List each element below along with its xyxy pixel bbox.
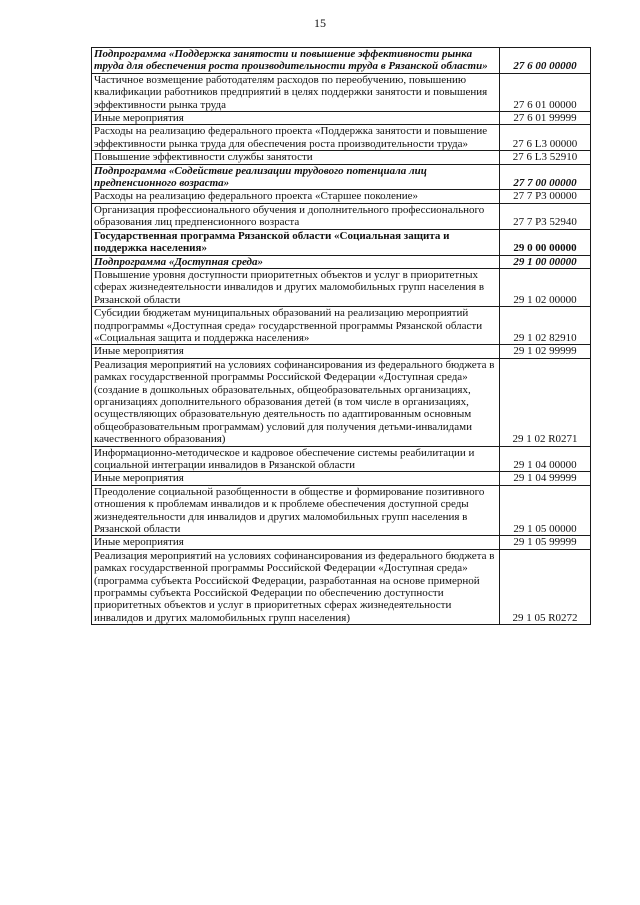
table-row <box>92 164 591 190</box>
row-name-cell: Подпрограмма «Доступная среда» <box>92 255 500 268</box>
row-code-cell: 29 1 04 99999 <box>500 472 591 485</box>
row-code-cell: 27 6 00 00000 <box>500 48 591 74</box>
table-row <box>92 446 591 472</box>
page-number: 15 <box>314 16 326 30</box>
budget-classification-table <box>91 47 591 625</box>
table-row <box>92 485 591 536</box>
table-row <box>92 358 591 446</box>
row-name-cell: Информационно-методическое и кадровое обеспечение системы реабилитации и социальной интеграции инвалидов в Рязанской области <box>92 446 500 472</box>
row-name-cell: Подпрограмма «Содействие реализации трудового потенциала лиц предпенсионного возраста» <box>92 164 500 190</box>
row-code-cell: 27 6 01 99999 <box>500 112 591 125</box>
row-code-cell: 29 1 02 R0271 <box>500 358 591 446</box>
row-name-cell: Субсидии бюджетам муниципальных образований на реализацию мероприятий подпрограммы «Доступная среда» государственной программы Рязанской области «Социальная защита и поддержка населения» <box>92 307 500 345</box>
row-name-cell: Иные мероприятия <box>92 112 500 125</box>
row-name-cell: Частичное возмещение работодателям расходов по переобучению, повышению квалификации работников предприятий в целях поддержки занятости и повышения эффективности рынка труда <box>92 73 500 111</box>
row-code-cell: 29 1 02 82910 <box>500 307 591 345</box>
row-code-cell: 29 1 02 00000 <box>500 268 591 306</box>
row-code-cell: 29 0 00 00000 <box>500 229 591 255</box>
row-code-cell: 27 7 00 00000 <box>500 164 591 190</box>
table-row <box>92 229 591 255</box>
row-name-cell: Иные мероприятия <box>92 472 500 485</box>
table-body <box>92 48 591 625</box>
table-row <box>92 48 591 74</box>
row-code-cell: 29 1 04 00000 <box>500 446 591 472</box>
table-row <box>92 472 591 485</box>
row-name-cell: Подпрограмма «Поддержка занятости и повышение эффективности рынка труда для обеспечения роста производительности труда в Рязанской области» <box>92 48 500 74</box>
table-row <box>92 73 591 111</box>
row-name-cell: Организация профессионального обучения и дополнительного профессионального образования лиц предпенсионного возраста <box>92 203 500 229</box>
table-row <box>92 345 591 358</box>
row-name-cell: Иные мероприятия <box>92 345 500 358</box>
row-code-cell: 29 1 00 00000 <box>500 255 591 268</box>
table-row <box>92 190 591 203</box>
table-row <box>92 268 591 306</box>
row-code-cell: 27 7 P3 00000 <box>500 190 591 203</box>
row-code-cell: 27 7 P3 52940 <box>500 203 591 229</box>
row-code-cell: 29 1 05 R0272 <box>500 549 591 624</box>
row-name-cell: Расходы на реализацию федерального проекта «Поддержка занятости и повышение эффективности рынка труда для обеспечения роста производительности труда» <box>92 125 500 151</box>
table-row <box>92 549 591 624</box>
row-code-cell: 27 6 L3 00000 <box>500 125 591 151</box>
row-code-cell: 27 6 01 00000 <box>500 73 591 111</box>
row-name-cell: Иные мероприятия <box>92 536 500 549</box>
table-row <box>92 536 591 549</box>
table-row <box>92 203 591 229</box>
table-row <box>92 112 591 125</box>
row-code-cell: 29 1 05 99999 <box>500 536 591 549</box>
row-name-cell: Реализация мероприятий на условиях софинансирования из федерального бюджета в рамках государственной программы Российской Федерации «Доступная среда» (программа субъекта Российской Федерации, разработанная на основе примерной программы субъекта Российской Федерации по обеспечению доступности приоритетных объектов и услуг в приоритетных сферах жизнедеятельности инвалидов и других маломобильных групп населения) <box>92 549 500 624</box>
table-row <box>92 151 591 164</box>
row-name-cell: Повышение эффективности службы занятости <box>92 151 500 164</box>
row-name-cell: Государственная программа Рязанской области «Социальная защита и поддержка населения» <box>92 229 500 255</box>
row-code-cell: 27 6 L3 52910 <box>500 151 591 164</box>
row-name-cell: Реализация мероприятий на условиях софинансирования из федерального бюджета в рамках государственной программы Российской Федерации «Доступная среда» (создание в дошкольных образовательных, общеобразовательных организациях, организациях дополнительного образования детей (в том числе в организациях, осуществляющих образовательную деятельность по адаптированным основным общеобразовательным программам) условий для получения детьми-инвалидами качественного образования) <box>92 358 500 446</box>
row-name-cell: Преодоление социальной разобщенности в обществе и формирование позитивного отношения к проблемам инвалидов и к проблеме обеспечения доступной среды жизнедеятельности для инвалидов и других маломобильных групп населения в Рязанской области <box>92 485 500 536</box>
table-row <box>92 307 591 345</box>
row-name-cell: Повышение уровня доступности приоритетных объектов и услуг в приоритетных сферах жизнедеятельности инвалидов и других маломобильных групп населения в Рязанской области <box>92 268 500 306</box>
table-row <box>92 125 591 151</box>
row-code-cell: 29 1 05 00000 <box>500 485 591 536</box>
table-row <box>92 255 591 268</box>
row-code-cell: 29 1 02 99999 <box>500 345 591 358</box>
row-name-cell: Расходы на реализацию федерального проекта «Старшее поколение» <box>92 190 500 203</box>
